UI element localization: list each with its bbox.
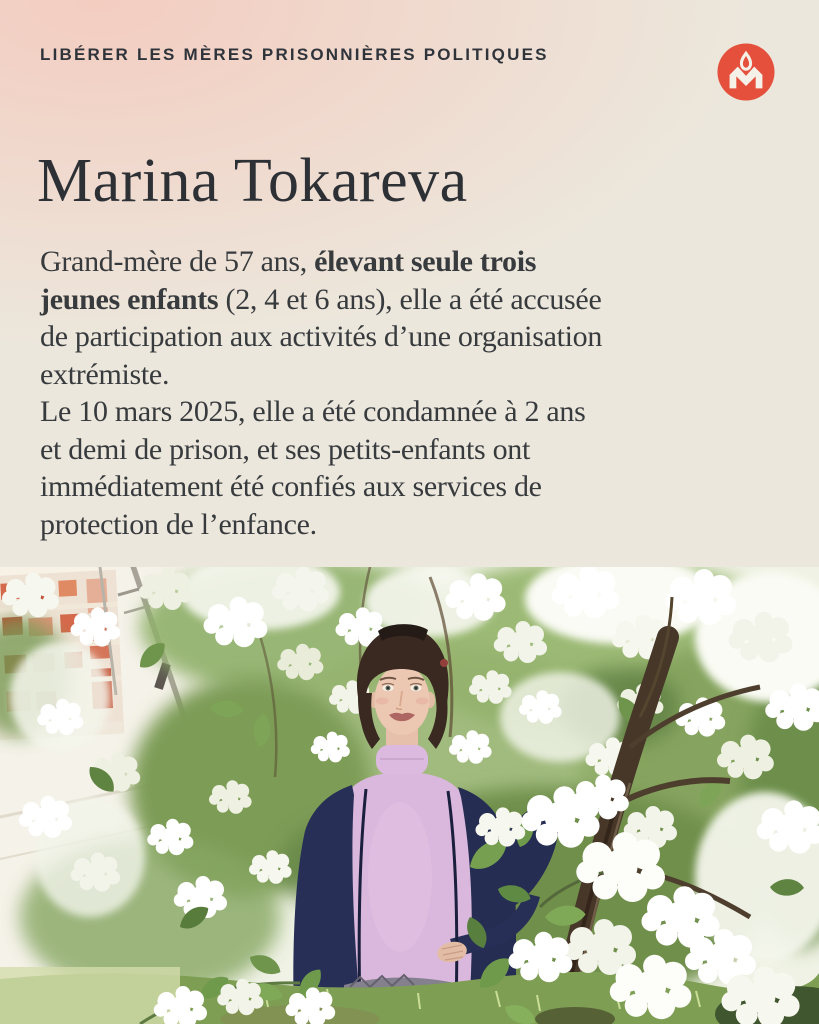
bio-line: immédiatement été confiés aux services de [40,470,542,503]
bio-line: protection de l’enfance. [40,507,317,541]
bio-line: de participation aux activités d’une organisation [40,320,603,353]
person-name: Marina Tokareva [37,147,468,215]
bio-line [40,243,802,281]
bio-text [40,243,802,543]
memorial-candle-logo-icon [717,42,775,102]
bio-line: extrémiste. [40,357,170,391]
bio-line: et demi de prison, et ses petits-enfants ont [40,432,531,466]
bio-line: Le 10 mars 2025, elle a été condamnée à 2 ans [40,395,586,428]
campaign-title: LIBÉRER LES MÈRES PRISONNIÈRES POLITIQUES [40,45,549,64]
portrait-photo [0,567,819,1024]
bio-regular-text: (2, 4 et 6 ans), elle a été accusée [218,282,602,316]
bio-bold-text: jeunes enfants [40,282,219,316]
bio-line [40,281,802,319]
bio-regular-text: Grand-mère de 57 ans, [40,245,315,278]
bio-bold-text: élevant seule trois [314,245,537,278]
